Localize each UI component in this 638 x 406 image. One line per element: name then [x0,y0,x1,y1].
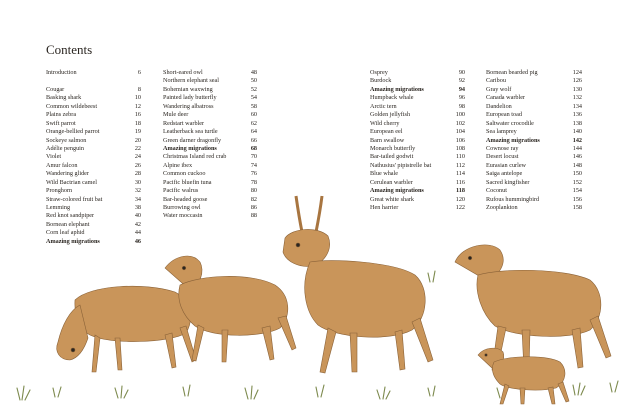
toc-entry [486,145,582,153]
toc-entry-page: 28 [134,170,141,178]
toc-entry-title: Amazing migrations [370,187,424,195]
toc-entry-title: Alpine ibex [163,161,193,169]
toc-entry [370,170,465,178]
toc-entry-title: European eel [370,128,403,136]
toc-entry-title: Orange-bellied parrot [46,128,100,136]
toc-entry-page: 144 [572,144,582,152]
toc-entry [46,94,141,102]
toc-entry-page: 34 [134,195,141,203]
toc-entry-title: Saltwater crocodile [486,119,534,127]
toc-entry-title: Green darner dragonfly [163,136,222,144]
toc-entry-page: 16 [134,111,141,119]
toc-entry-page: 152 [572,178,582,186]
toc-entry [486,120,582,128]
toc-entry-page: 134 [572,102,582,110]
toc-entry-title: Humpback whale [370,94,414,102]
toc-entry-title: Wild Bactrian camel [46,178,97,186]
toc-entry-title: Common cuckoo [163,170,206,178]
toc-entry-title: European toad [486,111,522,119]
toc-entry-title: Burrowing owl [163,204,201,211]
toc-entry-title: Zooplankton [486,204,518,211]
toc-entry [46,69,141,77]
toc-entry-title: Adélie penguin [46,144,84,152]
toc-entry [46,120,141,128]
toc-entry-page: 90 [458,69,465,76]
toc-entry-title: Bornean elephant [46,220,90,228]
toc-entry-title: Violet [46,153,62,161]
toc-entry-page: 110 [455,153,465,161]
toc-entry [163,170,257,178]
toc-entry-page: 68 [250,144,257,152]
toc-entry-page: 94 [458,85,465,93]
toc-entry-page: 12 [134,102,141,110]
toc-entry-page: 74 [250,161,257,169]
toc-entry-title: Amazing migrations [46,237,100,245]
toc-entry-page: 114 [455,170,465,178]
toc-entry-title: Corn leaf aphid [46,229,85,237]
toc-entry [486,86,582,94]
toc-entry [46,162,141,170]
toc-entry-page: 52 [250,85,257,93]
toc-entry-title: Cerulean warbler [370,178,413,186]
toc-entry-page: 78 [250,178,257,186]
toc-entry-title: Amazing migrations [163,144,217,152]
toc-entry-page: 26 [134,161,141,169]
toc-entry-page: 60 [250,111,257,119]
toc-entry-page: 132 [572,94,582,102]
toc-entry-page: 64 [250,128,257,136]
toc-entry-page: 126 [572,77,582,85]
toc-entry [46,170,141,178]
toc-entry-page: 112 [455,161,465,169]
toc-entry-page: 92 [458,77,465,85]
toc-entry-page: 66 [250,136,257,144]
toc-entry-page: 154 [572,187,582,195]
toc-entry-page: 38 [134,204,141,211]
toc-entry-title: Great white shark [370,195,414,203]
toc-entry-title: Cownose ray [486,144,519,152]
toc-entry-page: 124 [572,69,582,76]
toc-entry-page: 58 [250,102,257,110]
toc-entry [163,77,257,85]
toc-entry-page: 138 [572,119,582,127]
toc-entry [46,86,141,94]
toc-entry [46,153,141,161]
toc-entry [46,145,141,153]
toc-entry-title: Wild cherry [370,119,400,127]
toc-entry-page: 98 [458,102,465,110]
toc-entry-page: 18 [134,119,141,127]
toc-entry-title: Lemming [46,204,71,211]
toc-entry-page: 32 [134,187,141,195]
toc-entry-title: Pronghorn [46,187,73,195]
toc-entry-page: 118 [456,187,465,195]
toc-entry-title: Barn swallow [370,136,405,144]
toc-entry-title: Red knot sandpiper [46,212,95,220]
toc-entry [46,111,141,119]
toc-entry-page: 108 [455,144,465,152]
toc-entry-title: Christmas Island red crab [163,153,227,161]
toc-entry-title: Bar-tailed godwit [370,153,414,161]
toc-entry [163,103,257,111]
toc-entry-page: 50 [250,77,257,85]
toc-entry-title: Wandering glider [46,170,89,178]
toc-entry-title: Bornean bearded pig [486,69,538,76]
toc-entry-page: 19 [134,128,141,136]
saiga-antelope-illustration [0,186,638,406]
toc-entry-page: 88 [250,212,257,220]
toc-entry [486,103,582,111]
toc-entry-page: 82 [250,195,257,203]
toc-entry [486,137,582,145]
page-title: Contents [46,42,93,57]
toc-entry [163,145,257,153]
toc-entry [370,86,465,94]
toc-entry-page: 30 [134,178,141,186]
toc-entry [370,69,465,77]
toc-entry-title: Amur falcon [46,161,78,169]
toc-entry-page: 8 [137,85,141,93]
toc-entry [46,128,141,136]
toc-entry-title: Desert locust [486,153,519,161]
toc-entry-page: 6 [137,69,141,76]
toc-entry [486,170,582,178]
toc-entry [486,77,582,85]
toc-entry-page: 96 [458,94,465,102]
toc-entry-title: Pacific walrus [163,187,199,195]
toc-entry-title: Eurasian curlew [486,161,527,169]
toc-entry-page: 150 [572,170,582,178]
toc-entry-title: Caribou [486,77,506,85]
toc-entry-page: 140 [572,128,582,136]
toc-entry-page: 146 [572,153,582,161]
toc-entry-title: Saiga antelope [486,170,523,178]
toc-entry-title: Blue whale [370,170,399,178]
toc-entry [370,162,465,170]
toc-entry-page: 70 [250,153,257,161]
toc-entry-title: Wandering albatross [163,102,214,110]
toc-entry [486,94,582,102]
toc-entry [163,111,257,119]
toc-entry-page: 106 [455,136,465,144]
toc-entry [486,153,582,161]
toc-entry-page: 42 [134,220,141,228]
toc-entry-title: Cougar [46,85,65,93]
toc-entry-title: Burdock [370,77,392,85]
toc-entry-page: 130 [572,85,582,93]
toc-entry-title: Straw-colored fruit bat [46,195,103,203]
toc-entry-page: 10 [134,94,141,102]
toc-entry [486,128,582,136]
toc-entry-title: Osprey [370,69,388,76]
toc-entry-page: 54 [250,94,257,102]
toc-entry-title: Redstart warbler [163,119,205,127]
toc-entry-page: 116 [455,178,465,186]
toc-entry-page: 100 [455,111,465,119]
toc-entry-title: Pacific bluefin tuna [163,178,212,186]
toc-entry [370,94,465,102]
toc-entry-title: Northern elephant seal [163,77,220,85]
toc-entry [370,145,465,153]
toc-entry-title: Introduction [46,69,77,76]
toc-entry-title: Common wildebeest [46,102,98,110]
toc-entry [486,69,582,77]
toc-entry-title: Bar-headed goose [163,195,208,203]
toc-entry [46,103,141,111]
saiga-antelope-grazing [57,286,196,372]
toc-entry-page: 142 [572,136,582,144]
toc-entry-page: 148 [572,161,582,169]
toc-entry-title: Amazing migrations [486,136,540,144]
toc-entry-page: 80 [250,187,257,195]
toc-entry [163,120,257,128]
toc-entry-title: Sacred kingfisher [486,178,530,186]
toc-entry [163,128,257,136]
toc-entry-page: 24 [134,153,141,161]
toc-entry-title: Rufous hummingbird [486,195,540,203]
toc-entry-title: Short-eared owl [163,69,203,76]
toc-entry [163,137,257,145]
toc-entry-page: 104 [455,128,465,136]
toc-entry-title: Nathusius' pipistrelle bat [370,161,432,169]
toc-entry-title: Amazing migrations [370,85,424,93]
toc-entry-title: Dandelion [486,102,512,110]
toc-entry-title: Arctic tern [370,102,397,110]
toc-entry-title: Monarch butterfly [370,144,416,152]
toc-entry-page: 40 [134,212,141,220]
toc-entry-title: Coconut [486,187,507,195]
toc-entry [163,94,257,102]
toc-entry [486,162,582,170]
toc-entry-title: Basking shark [46,94,82,102]
toc-entry-page: 62 [250,119,257,127]
toc-entry-page: 76 [250,170,257,178]
saiga-antelope-calf [478,348,569,404]
toc-entry-title: Leatherback sea turtle [163,128,218,136]
saiga-antelope-horned [283,196,433,373]
toc-entry-page: 20 [134,136,141,144]
toc-entry [370,111,465,119]
toc-entry-title: Gray wolf [486,85,512,93]
toc-entry-title: Water moccasin [163,212,203,220]
toc-entry-title: Bohemian waxwing [163,85,213,93]
toc-entry [370,120,465,128]
toc-entry [163,69,257,77]
toc-entry-title: Golden jellyfish [370,111,411,119]
toc-entry-page: 46 [134,237,141,245]
toc-entry [486,111,582,119]
toc-entry-page: 122 [455,204,465,211]
toc-entry-page: 120 [455,195,465,203]
toc-entry-title: Painted lady butterfly [163,94,217,102]
toc-entry-page: 48 [250,69,257,76]
toc-entry-page: 156 [572,195,582,203]
toc-entry [370,103,465,111]
toc-entry-page: 158 [572,204,582,211]
toc-entry-title: Sockeye salmon [46,136,87,144]
toc-entry-title: Plains zebra [46,111,77,119]
toc-entry-title: Mule deer [163,111,189,119]
toc-entry [163,153,257,161]
toc-entry-page: 102 [455,119,465,127]
saiga-antelope-2 [165,256,296,362]
toc-entry-page: 22 [134,144,141,152]
toc-entry [46,137,141,145]
toc-entry [163,162,257,170]
toc-entry-page: 136 [572,111,582,119]
toc-entry-page: 44 [134,229,141,237]
toc-entry-title: Hen harrier [370,204,399,211]
toc-entry-title: Canada warbler [486,94,525,102]
toc-entry [370,153,465,161]
toc-entry-title: Sea lamprey [486,128,517,136]
toc-entry [370,77,465,85]
saiga-antelope-4 [455,245,611,371]
toc-entry [370,128,465,136]
toc-entry [370,137,465,145]
toc-entry [163,86,257,94]
toc-entry-page: 86 [250,204,257,211]
toc-entry-title: Swift parrot [46,119,76,127]
